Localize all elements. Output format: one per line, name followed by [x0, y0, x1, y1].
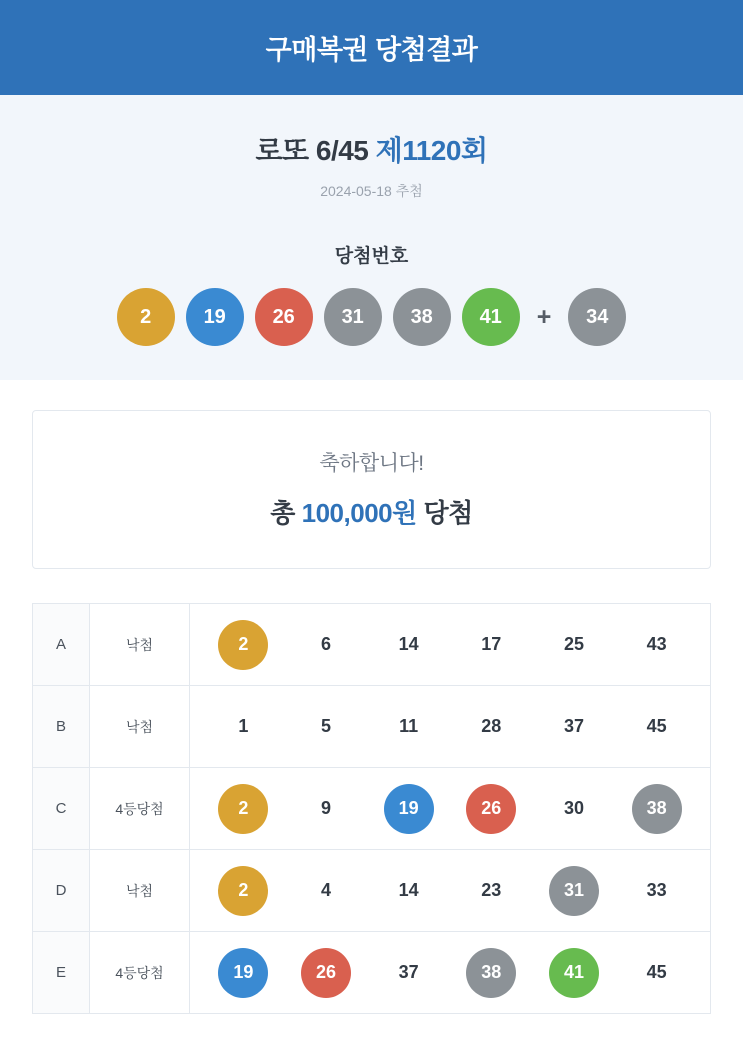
prize-amount: 100,000원 [301, 498, 417, 528]
plus-icon: + [536, 302, 552, 331]
winning-result-panel [0, 95, 743, 380]
table-row [33, 686, 711, 768]
winning-ball-4: 31 [324, 288, 382, 346]
prize-suffix: 당첨 [416, 498, 473, 528]
ticket-number-4: 28 [481, 716, 502, 736]
table-row [33, 932, 711, 1014]
ticket-number-1 [212, 948, 274, 998]
winning-ball-5: 38 [393, 288, 451, 346]
ticket-number-6: 33 [646, 880, 667, 900]
ticket-number-2: 4 [320, 880, 331, 900]
congrats-text: 축하합니다! [319, 452, 424, 475]
ticket-number-5: 37 [563, 716, 584, 736]
ticket-number-6: 45 [646, 962, 667, 982]
ticket-number-6: 45 [646, 716, 667, 736]
matched-ball: 2 [218, 784, 268, 834]
matched-ball: 26 [301, 948, 351, 998]
ticket-rank: 4등당첨 [90, 932, 190, 1014]
matched-ball: 2 [218, 866, 268, 916]
ticket-number-4: 23 [481, 880, 502, 900]
ticket-number-5 [543, 866, 605, 916]
matched-ball: 31 [549, 866, 599, 916]
ticket-number-4: 17 [481, 634, 502, 654]
ticket-numbers [190, 932, 711, 1014]
ticket-number-3 [378, 784, 440, 834]
bonus-ball: 34 [568, 288, 626, 346]
winning-numbers-label: 당첨번호 [334, 246, 409, 267]
ticket-number-5: 30 [563, 798, 584, 818]
winning-ball-6: 41 [462, 288, 520, 346]
ticket-letter: A [33, 604, 90, 686]
ticket-letter: D [33, 850, 90, 932]
page-header [0, 0, 743, 95]
page-title: 구매복권 당첨결과 [265, 35, 478, 65]
draw-date: 2024-05-18 추첨 [320, 183, 423, 199]
prize-prefix: 총 [270, 498, 302, 528]
ticket-number-1 [212, 620, 274, 670]
matched-ball: 38 [466, 948, 516, 998]
ticket-number-4 [460, 948, 522, 998]
ticket-numbers [190, 850, 711, 932]
ticket-rank: 4등당첨 [90, 768, 190, 850]
matched-ball: 2 [218, 620, 268, 670]
matched-ball: 38 [632, 784, 682, 834]
ticket-table [32, 603, 711, 1014]
ticket-number-2: 6 [320, 634, 331, 654]
ticket-number-3: 14 [398, 634, 419, 654]
matched-ball: 19 [384, 784, 434, 834]
ticket-number-5: 25 [563, 634, 584, 654]
matched-ball: 19 [218, 948, 268, 998]
matched-ball: 26 [466, 784, 516, 834]
ticket-number-6: 43 [646, 634, 667, 654]
winning-ball-1: 2 [117, 288, 175, 346]
ticket-letter: E [33, 932, 90, 1014]
ticket-number-4 [460, 784, 522, 834]
prize-summary-box [32, 410, 711, 569]
game-name: 로또 6/45 [255, 135, 369, 166]
ticket-number-2 [295, 948, 357, 998]
ticket-number-1 [212, 784, 274, 834]
ticket-number-2: 5 [320, 716, 331, 736]
ticket-rank: 낙첨 [90, 850, 190, 932]
ticket-number-6 [626, 784, 688, 834]
table-row [33, 604, 711, 686]
table-row [33, 768, 711, 850]
ticket-numbers [190, 604, 711, 686]
round-number: 제1120회 [375, 135, 488, 166]
table-row [33, 850, 711, 932]
ticket-rank: 낙첨 [90, 604, 190, 686]
ticket-letter: C [33, 768, 90, 850]
ticket-number-1: 1 [238, 716, 249, 736]
matched-ball: 41 [549, 948, 599, 998]
game-round-line [0, 129, 743, 169]
winning-numbers-row [0, 288, 743, 346]
ticket-number-1 [212, 866, 274, 916]
winning-ball-2: 19 [186, 288, 244, 346]
ticket-numbers [190, 768, 711, 850]
winning-ball-3: 26 [255, 288, 313, 346]
ticket-rank: 낙첨 [90, 686, 190, 768]
ticket-number-3: 14 [398, 880, 419, 900]
ticket-number-2: 9 [320, 798, 331, 818]
ticket-number-3: 37 [398, 962, 419, 982]
total-prize-line [43, 493, 700, 530]
ticket-list-section [0, 569, 743, 1034]
ticket-number-3: 11 [399, 716, 419, 736]
ticket-number-5 [543, 948, 605, 998]
ticket-numbers [190, 686, 711, 768]
ticket-letter: B [33, 686, 90, 768]
